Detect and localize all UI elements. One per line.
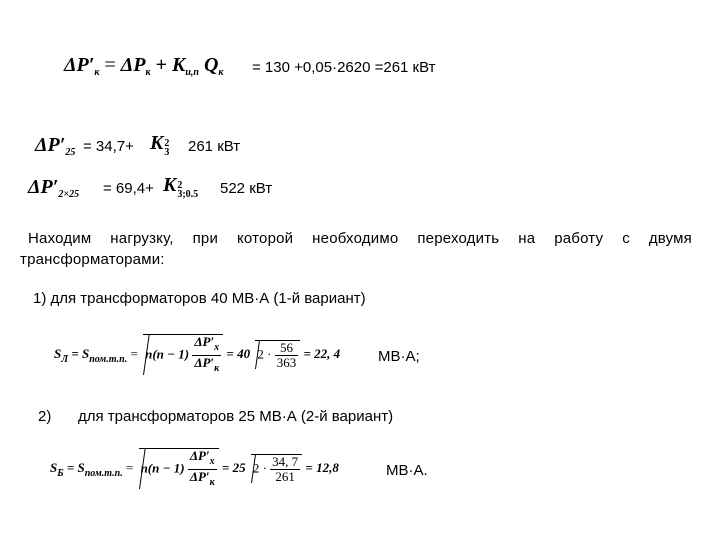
paragraph-line-b: трансформаторами:	[20, 251, 165, 268]
line3-tail: 522 кВт	[220, 180, 273, 197]
item2-number: 2)	[38, 408, 52, 425]
item2-text: для трансформаторов 25 МВ·А (2-й вариант)	[78, 408, 394, 425]
formula-power-loss-2x25: $\Delta P'_{2\times 25}$	[28, 176, 80, 200]
lhs: ΔP′	[64, 54, 95, 76]
line2-tail: 261 кВт	[188, 138, 241, 155]
line2-mid: = 34,7+	[83, 138, 134, 155]
formula-load-variant-2: $S_Б = S_{пом.т.п.} = n(n - 1)$ $\frac{\Delta P'_x}{\Delta P'_к}$ = 25 2 · $\frac{34, 7}{261}$ = 12,8	[50, 448, 339, 488]
formula-power-loss-total: $\Delta P'_к = \Delta P_к + K_{и,п}$ $Q_к$	[64, 54, 224, 78]
item1-unit: МВ·А;	[378, 348, 420, 365]
line1-tail: = 130 +0,05·2620 =261 кВт	[252, 59, 436, 76]
formula-power-loss-25: $\Delta P'_{25}$	[35, 134, 76, 158]
paragraph-line-a: Находим нагрузку, при которой необходимо переходить на работу с двумя	[28, 230, 692, 247]
line3-mid: = 69,4+	[103, 180, 154, 197]
formula-load-variant-1: $S_Л = S_{пом.т.п.} = n(n - 1)$ $\frac{\Delta P'_x}{\Delta P'_к}$ = 40 2 · $\frac{56}{363}$ = 22, 4	[54, 334, 341, 374]
item1-text: 1) для трансформаторов 40 МВ·А (1-й вариант)	[33, 290, 366, 307]
load-factor-k3-05: K2 3;0.5	[163, 174, 199, 200]
load-factor-k3: K2 3	[150, 132, 170, 158]
item2-unit: МВ·А.	[386, 462, 428, 479]
